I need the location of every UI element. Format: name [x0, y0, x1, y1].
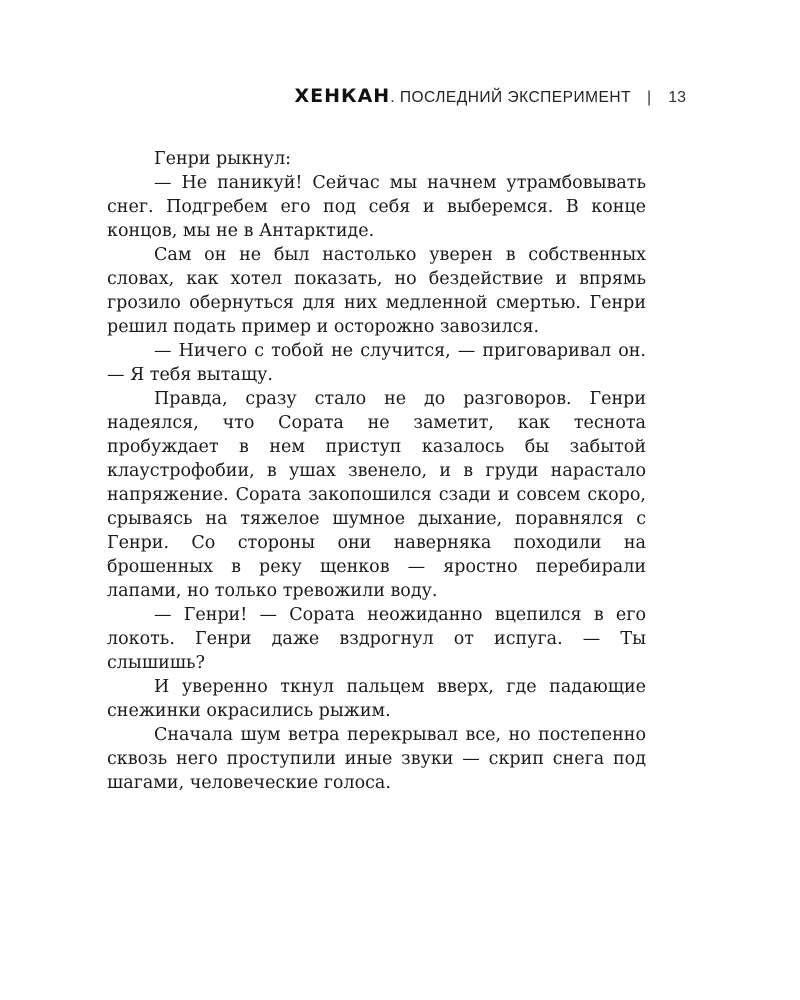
paragraph: Правда, сразу стало не до разговоров. Генри надеялся, что Сората не заметит, как теснота пробуждает в нем приступ казалось бы забытой клаустрофобии, в ушах звенело, и в груди нарастало напряжение. Сората закопошился сзади и совсем скоро, срываясь на тяжелое шумное дыхание, поравнялся с Генри. Со стороны они наверняка походили на брошенных в реку щенков — яростно перебирали лапами, но только тревожили воду. [107, 389, 646, 601]
paragraph: — Не паникуй! Сейчас мы начнем утрамбовывать снег. Подгребем его под себя и выберемся. В конце концов, мы не в Антарктиде. [107, 173, 646, 241]
page-number: 13 [668, 89, 686, 106]
header-separator: | [647, 89, 652, 106]
paragraph: И уверенно ткнул пальцем вверх, где падающие снежинки окрасились рыжим. [107, 677, 646, 721]
paragraph: Сам он не был настолько уверен в собственных словах, как хотел показать, но бездействие и впрямь грозило обернуться для них медленной смертью. Генри решил подать пример и осторожно завозился. [107, 245, 646, 337]
running-header [0, 85, 800, 109]
body-text [107, 147, 646, 795]
book-title: . ПОСЛЕДНИЙ ЭКСПЕРИМЕНТ [390, 89, 632, 106]
author-brand: ХЕНКАН [294, 85, 391, 107]
paragraph: — Ничего с тобой не случится, — приговаривал он. — Я тебя вытащу. [107, 341, 646, 385]
paragraph: Сначала шум ветра перекрывал все, но постепенно сквозь него проступили иные звуки — скрип снега под шагами, человеческие голоса. [107, 725, 646, 793]
paragraph: — Генри! — Сората неожиданно вцепился в его локоть. Генри даже вздрогнул от испуга. — Ты слышишь? [107, 605, 646, 673]
paragraph: Генри рыкнул: [154, 149, 292, 169]
